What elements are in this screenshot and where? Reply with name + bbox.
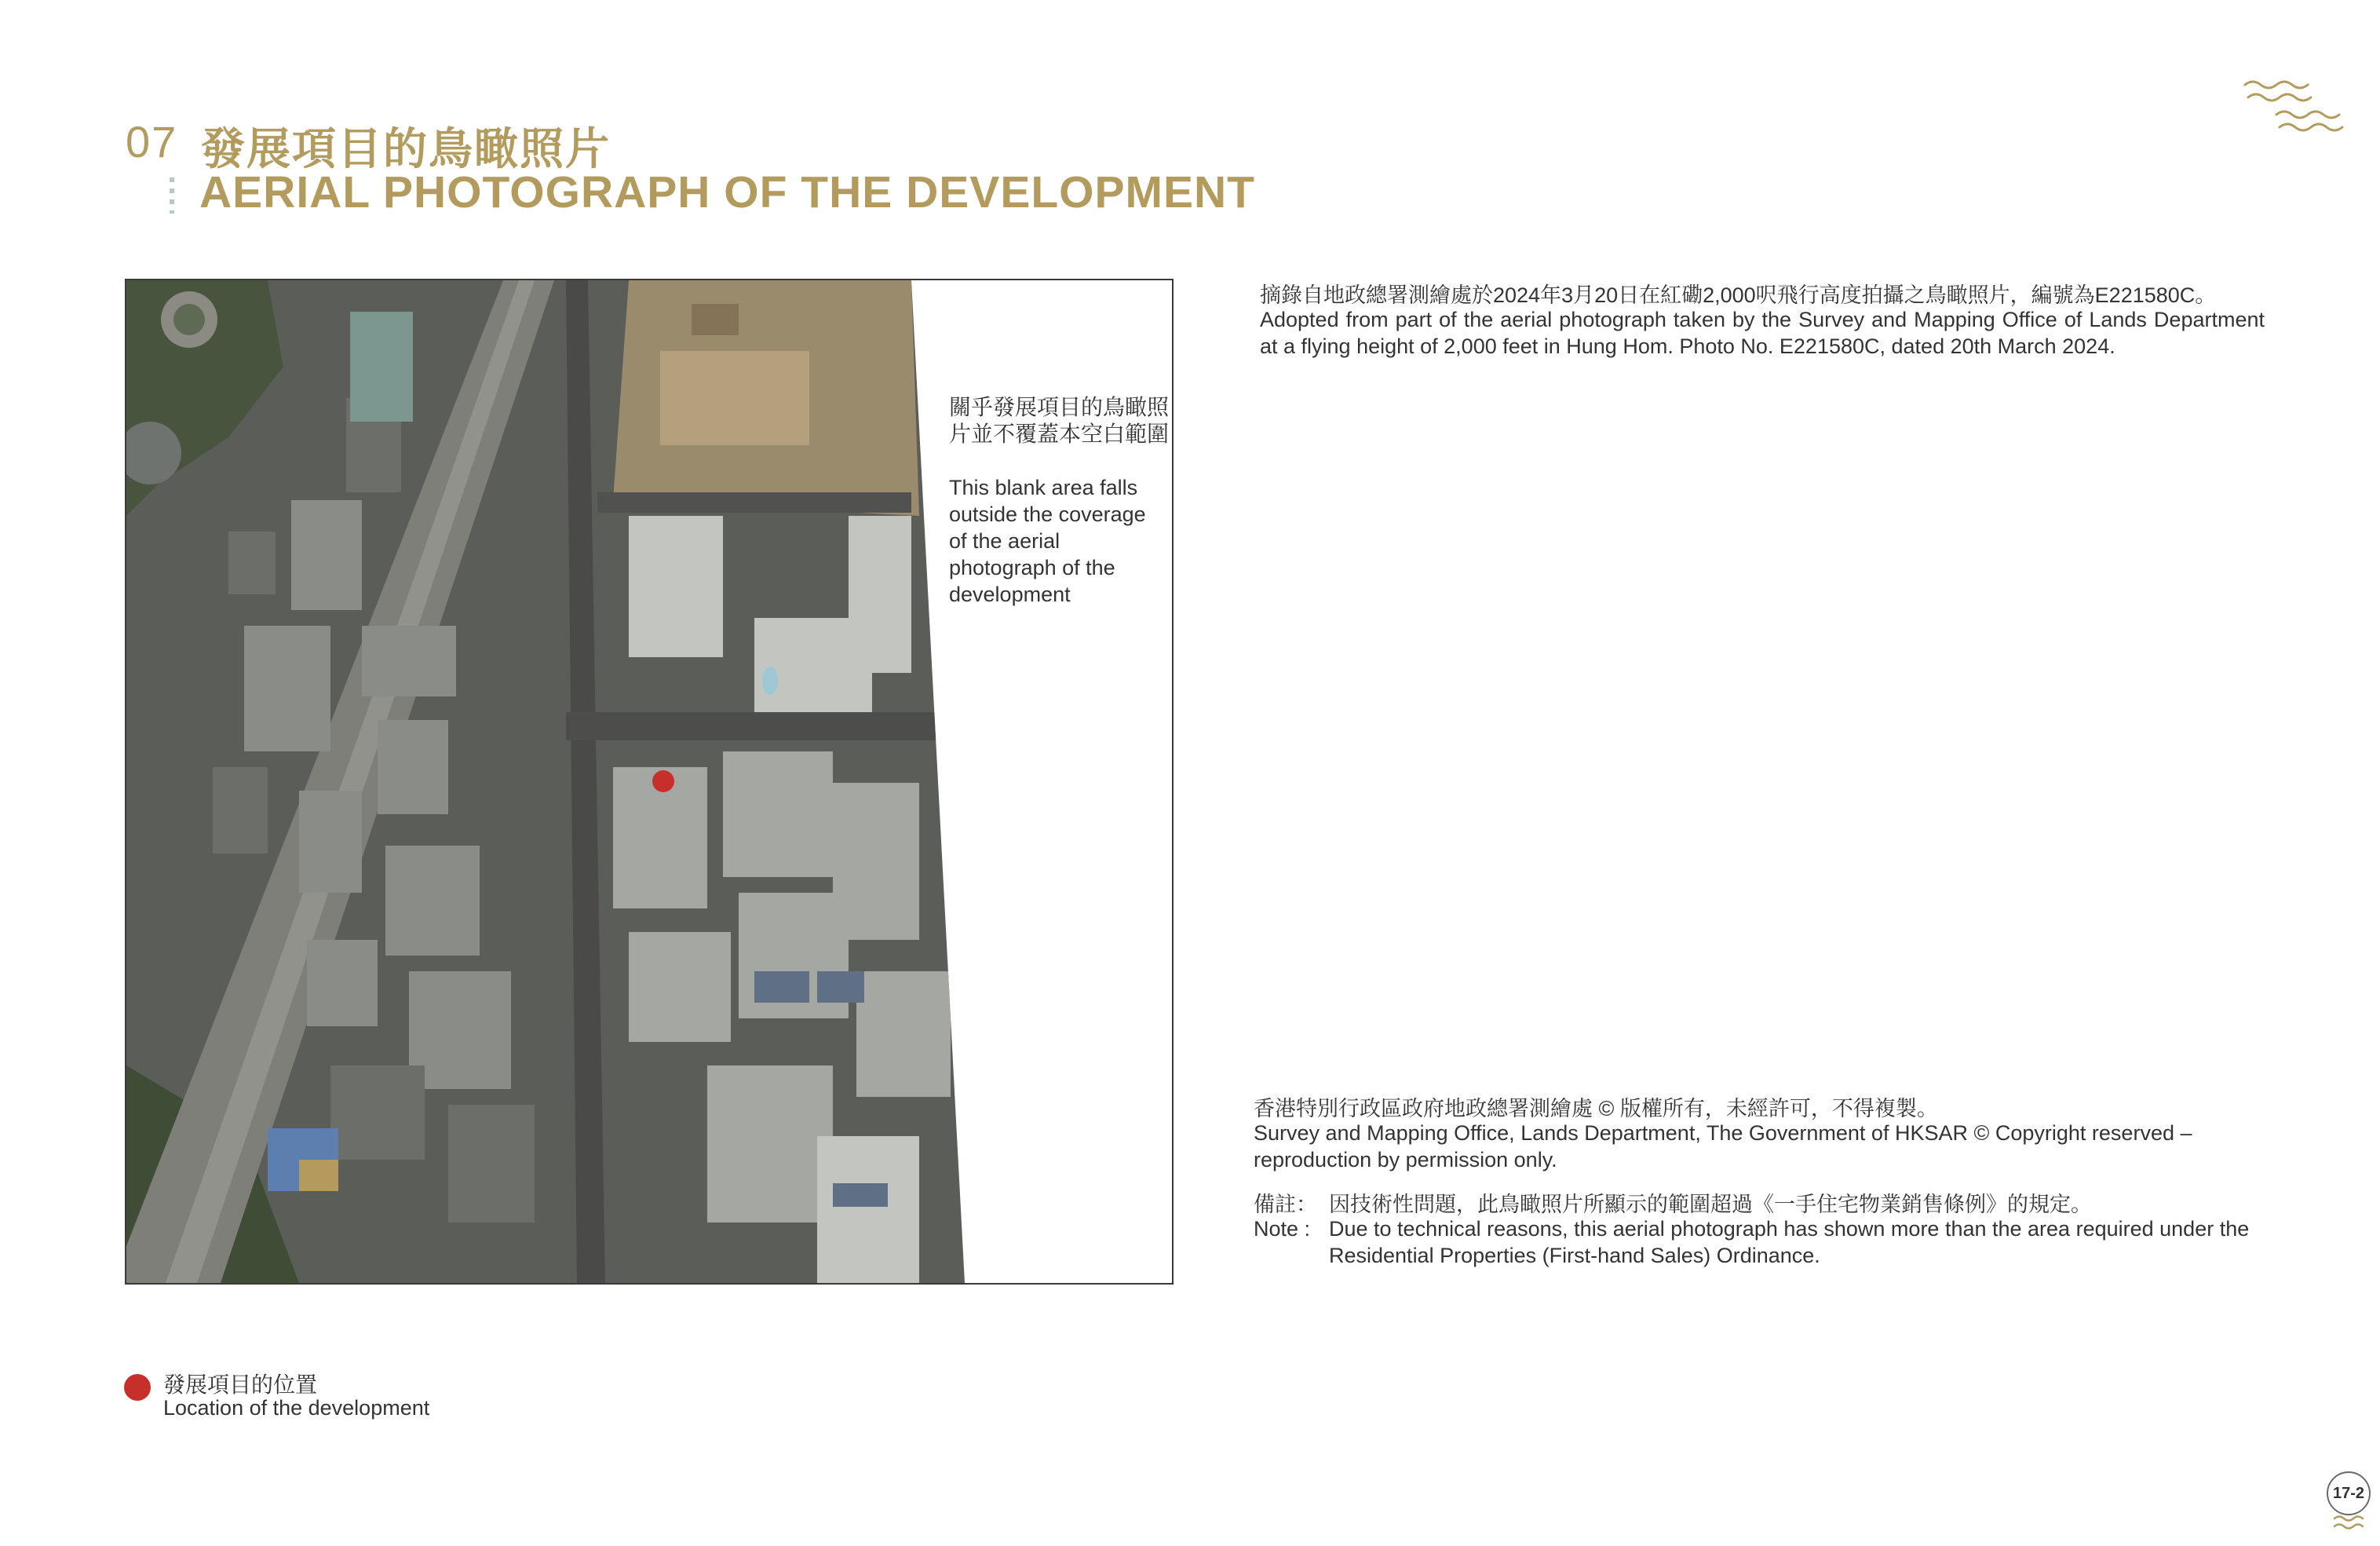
copyright-text-zh: 香港特別行政區政府地政總署測繪處 © 版權所有，未經許可，不得複製。	[1254, 1097, 1938, 1120]
wave-decoration-icon	[2242, 74, 2352, 137]
source-text-zh: 摘錄自地政總署測繪處於2024年3月20日在紅磡2,000呎飛行高度拍攝之鳥瞰照片，編號為E221580C。	[1260, 283, 2217, 307]
page-number-badge: 17-2	[2327, 1471, 2371, 1515]
page-title-en: AERIAL PHOTOGRAPH OF THE DEVELOPMENT	[199, 167, 1255, 217]
title-divider-dots	[170, 177, 174, 214]
section-number: 07	[126, 117, 178, 166]
page-title-zh: 發展項目的鳥瞰照片	[201, 124, 611, 174]
legend-marker-icon	[124, 1374, 151, 1401]
source-text-en: Adopted from part of the aerial photograph taken by the Survey and Mapping Office of Lands Department at a flying height of 2,000 feet in Hung Hom. Photo No. E221580C, dated 20th March 2024.	[1260, 308, 2265, 358]
page-wave-icon	[2331, 1512, 2366, 1533]
legend-label-en: Location of the development	[163, 1396, 430, 1420]
copyright-text-en: Survey and Mapping Office, Lands Department, The Government of HKSAR © Copyright reserved – reproduction by permission only.	[1254, 1121, 2192, 1171]
note-label-zh: 備註：	[1254, 1193, 1317, 1216]
development-location-marker	[652, 770, 674, 792]
note-text-zh: 因技術性問題，此鳥瞰照片所顯示的範圍超過《一手住宅物業銷售條例》的規定。	[1329, 1193, 2092, 1216]
blank-area-note-zh: 關乎發展項目的鳥瞰照片並不覆蓋本空白範圍	[949, 395, 1170, 446]
note-label-en: Note :	[1254, 1217, 1311, 1241]
blank-area-note-en: This blank area falls outside the coverage of the aerial photograph of the development	[949, 476, 1146, 606]
note-text-en: Due to technical reasons, this aerial photograph has shown more than the area required under the Residential Properties (First-hand Sales) Ordinance.	[1329, 1217, 2250, 1267]
legend-label-zh: 發展項目的位置	[163, 1372, 318, 1397]
